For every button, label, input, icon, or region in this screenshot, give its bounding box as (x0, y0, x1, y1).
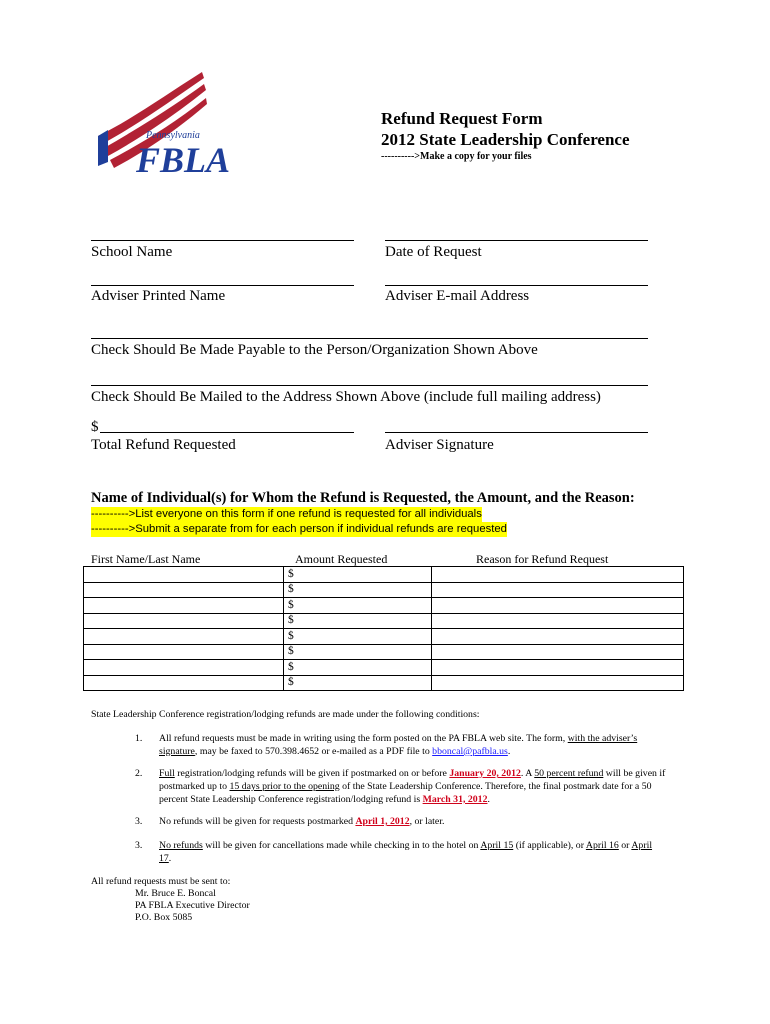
condition-2: Full registration/lodging refunds will be given if postmarked on or before January 20, 2012. A 50 percent refund will be given if postmarked up to 15 days prior to the opening of the State Leadership Conference. Therefore, the final postmark date for a 50 percent State Leadership Conference registration/lodging refund is March 31, 2012. (159, 768, 666, 805)
reason-cell[interactable] (432, 582, 684, 598)
mailed-to-label: Check Should Be Mailed to the Address Shown Above (include full mailing address) (91, 389, 601, 405)
amount-cell[interactable]: $ (284, 582, 432, 598)
reason-cell[interactable] (432, 598, 684, 614)
logo-pennsylvania-text: Pennsylvania (146, 130, 200, 141)
mail-to-name: Mr. Bruce E. Boncal (135, 888, 216, 899)
adviser-signature-line[interactable] (385, 432, 648, 433)
amount-cell[interactable]: $ (284, 660, 432, 676)
column-header-amount: Amount Requested (295, 552, 388, 566)
condition-number: 1. (135, 733, 143, 744)
table-row (84, 582, 684, 598)
condition-4: No refunds will be given for cancellations made while checking in to the hotel on April 15 (if applicable), or April 16 or April 17. (159, 840, 653, 864)
adviser-signature-label: Adviser Signature (385, 437, 494, 453)
table-row (84, 644, 684, 660)
payable-to-line[interactable] (91, 338, 648, 339)
reason-cell[interactable] (432, 644, 684, 660)
amount-cell[interactable]: $ (284, 598, 432, 614)
amount-cell[interactable]: $ (284, 567, 432, 583)
adviser-email-label: Adviser E-mail Address (385, 288, 530, 304)
adviser-signature-emphasis: with the adviser’s signature (159, 733, 638, 757)
column-header-reason: Reason for Refund Request (476, 552, 609, 566)
reason-cell[interactable] (432, 675, 684, 691)
section-heading: Name of Individual(s) for Whom the Refund is Requested, the Amount, and the Reason: (91, 490, 635, 506)
school-name-label: School Name (91, 244, 173, 260)
amount-cell[interactable]: $ (284, 675, 432, 691)
table-row (84, 629, 684, 645)
email-link[interactable]: bboncal@pafbla.us (432, 745, 508, 757)
date-of-request-label: Date of Request (385, 244, 482, 260)
table-row (84, 598, 684, 614)
table-row (84, 613, 684, 629)
name-cell[interactable] (84, 660, 284, 676)
name-cell[interactable] (84, 613, 284, 629)
name-cell[interactable] (84, 675, 284, 691)
condition-3: No refunds will be given for requests postmarked April 1, 2012, or later. (159, 816, 445, 827)
name-cell[interactable] (84, 598, 284, 614)
column-header-name: First Name/Last Name (91, 552, 201, 566)
deadline-half-refund: March 31, 2012 (422, 793, 488, 805)
condition-number: 3. (135, 840, 143, 851)
adviser-name-line[interactable] (91, 285, 354, 286)
amount-cell[interactable]: $ (284, 629, 432, 645)
condition-number: 3. (135, 816, 143, 827)
refund-table (83, 566, 684, 691)
logo-fbla-text: FBLA (136, 140, 231, 180)
deadline-full-refund: January 20, 2012 (449, 768, 521, 779)
payable-to-label: Check Should Be Made Payable to the Person/Organization Shown Above (91, 342, 538, 358)
reason-cell[interactable] (432, 660, 684, 676)
copy-note: ---------->Make a copy for your files (381, 151, 532, 162)
condition-1: All refund requests must be made in writing using the form posted on the PA FBLA web site. The form, with the adviser’s signature, may be faxed to 570.398.4652 or e-mailed as a PDF file to bboncal@pafbla.us. (159, 733, 638, 757)
mail-to-title: PA FBLA Executive Director (135, 900, 250, 911)
school-name-line[interactable] (91, 240, 354, 241)
total-refund-line[interactable] (100, 432, 354, 433)
date-of-request-line[interactable] (385, 240, 648, 241)
name-cell[interactable] (84, 629, 284, 645)
conference-title: 2012 State Leadership Conference (381, 130, 630, 149)
name-cell[interactable] (84, 567, 284, 583)
highlight-note-1: ---------->List everyone on this form if one refund is requested for all individuals (91, 508, 482, 520)
table-row (84, 660, 684, 676)
form-title: Refund Request Form (381, 109, 543, 128)
condition-number: 2. (135, 768, 143, 779)
name-cell[interactable] (84, 582, 284, 598)
conditions-intro: State Leadership Conference registration/lodging refunds are made under the following conditions: (91, 709, 480, 720)
deadline-no-refund: April 1, 2012 (355, 816, 410, 827)
reason-cell[interactable] (432, 613, 684, 629)
dollar-sign: $ (91, 419, 99, 435)
highlight-note-2: ---------->Submit a separate from for each person if individual refunds are requested (91, 523, 507, 535)
amount-cell[interactable]: $ (284, 613, 432, 629)
adviser-email-line[interactable] (385, 285, 648, 286)
mail-to-intro: All refund requests must be sent to: (91, 876, 231, 887)
table-row (84, 567, 684, 583)
total-refund-label: Total Refund Requested (91, 437, 236, 453)
adviser-name-label: Adviser Printed Name (91, 288, 226, 304)
amount-cell[interactable]: $ (284, 644, 432, 660)
pa-fbla-logo (94, 66, 244, 184)
mail-to-po-box: P.O. Box 5085 (135, 912, 193, 923)
reason-cell[interactable] (432, 629, 684, 645)
reason-cell[interactable] (432, 567, 684, 583)
name-cell[interactable] (84, 644, 284, 660)
table-row (84, 675, 684, 691)
mailed-to-line[interactable] (91, 385, 648, 386)
